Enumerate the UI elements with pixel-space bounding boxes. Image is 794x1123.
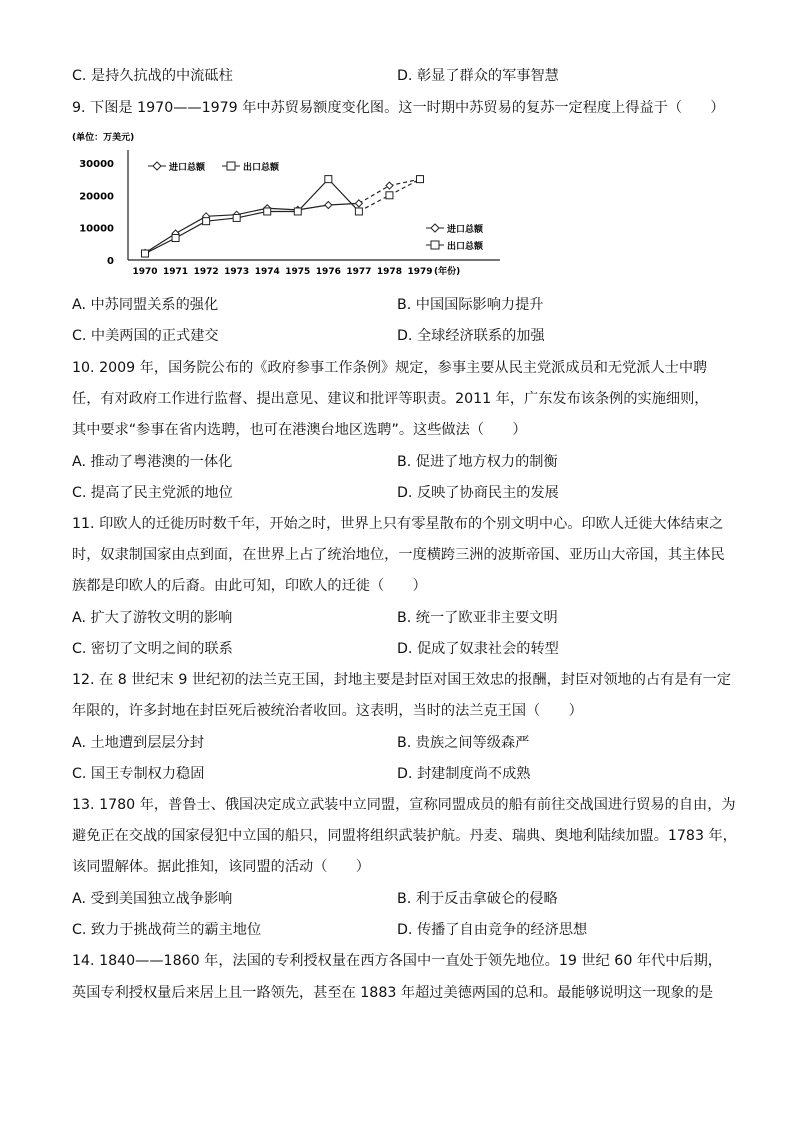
q12-option-d: D. 封建制度尚不成熟 — [397, 766, 531, 782]
legend-top-import: 进口总额 — [169, 163, 206, 173]
chart-unit-label: (单位：万美元) — [72, 133, 135, 143]
q13-line-3: 该同盟解体。据此推知，该同盟的活动（ ） — [72, 859, 370, 875]
q12-line-2: 年限的，许多封地在封臣死后被统治者收回。这表明，当时的法兰克王国（ ） — [72, 703, 583, 719]
export-point — [355, 208, 362, 215]
x-tick-label: 1974 — [254, 267, 280, 277]
legend-right — [426, 223, 484, 252]
y-tick-label: 30000 — [79, 158, 114, 170]
x-axis-ticks — [132, 265, 460, 277]
export-point — [172, 235, 179, 242]
q8-option-c: C. 是持久抗战的中流砥柱 — [72, 68, 233, 84]
export-point — [325, 176, 332, 183]
q12-line-1: 12. 在 8 世纪末 9 世纪初的法兰克王国，封地主要是封臣对国王效忠的报酬，封臣对领地的占有是有一定 — [72, 672, 732, 688]
q8-option-d: D. 彰显了群众的军事智慧 — [397, 68, 559, 84]
y-tick-label: 10000 — [79, 223, 114, 235]
y-tick-label: 20000 — [79, 191, 114, 203]
q10-option-d: D. 反映了协商民主的发展 — [397, 485, 559, 501]
x-tick-label: 1973 — [224, 267, 250, 277]
export-point — [386, 192, 393, 199]
x-tick-label: 1971 — [163, 267, 189, 277]
q13-option-d: D. 传播了自由竞争的经济思想 — [397, 922, 588, 938]
x-tick-label: 1976 — [315, 267, 341, 277]
series-1-segment — [298, 179, 329, 211]
legend-right-square — [431, 241, 439, 249]
q13-line-1: 13. 1780 年，普鲁士、俄国决定成立武装中立同盟，宣称同盟成员的船有前往交战国进行贸易的自由，为 — [72, 797, 736, 813]
q9-option-c: C. 中美两国的正式建交 — [72, 328, 219, 344]
series-1-segment — [389, 179, 420, 195]
legend-right-import: 进口总额 — [447, 225, 484, 235]
legend-top-square — [227, 162, 235, 170]
export-point — [203, 218, 210, 225]
series-0-segment — [145, 233, 176, 252]
q9-option-a: A. 中苏同盟关系的强化 — [72, 297, 219, 313]
series-1-segment — [328, 179, 359, 211]
q11-option-a: A. 扩大了游牧文明的影响 — [72, 610, 233, 626]
series-1-segment — [359, 195, 390, 211]
legend-top — [148, 161, 280, 173]
x-tick-label: 1977 — [346, 267, 372, 277]
series-0-segment — [176, 216, 207, 233]
series-1-segment — [206, 218, 237, 221]
x-tick-label: 1979 — [407, 267, 433, 277]
export-point — [264, 208, 271, 215]
import-point — [355, 200, 362, 207]
series-0-segment — [206, 215, 237, 217]
q11-option-c: C. 密切了文明之间的联系 — [72, 641, 233, 657]
series-0-segment — [237, 208, 268, 214]
q13-option-a: A. 受到美国独立战争影响 — [72, 891, 233, 907]
export-point — [417, 176, 424, 183]
q11-option-b: B. 统一了欧亚非主要文明 — [397, 610, 558, 626]
q14-line-1: 14. 1840——1860 年，法国的专利授权量在西方各国中一直处于领先地位。19 世纪 60 年代中后期， — [72, 953, 722, 969]
q13-line-2: 避免正在交战的国家侵犯中立国的船只，同盟将组织武装护航。丹麦、瑞典、奥地利陆续加盟。1783 年， — [72, 828, 737, 844]
q10-option-b: B. 促进了地方权力的制衡 — [397, 454, 558, 470]
q11-line-3: 族都是印欧人的后裔。由此可知，印欧人的迁徙（ ） — [72, 578, 427, 594]
x-tick-label: 1970 — [132, 267, 158, 277]
q11-line-2: 时，奴隶制国家由点到面，在世界上占了统治地位，一度横跨三洲的波斯帝国、亚历山大帝国，其主体民 — [72, 547, 725, 563]
export-point — [294, 208, 301, 215]
y-axis-ticks — [79, 159, 114, 267]
q12-option-c: C. 国王专制权力稳固 — [72, 766, 205, 782]
x-tick-label: 1975 — [285, 267, 311, 277]
q11-line-1: 11. 印欧人的迁徙历时数千年，开始之时，世界上只有零星散布的个别文明中心。印欧人迁徙大体结束之 — [72, 516, 724, 532]
legend-right-diamond — [431, 224, 439, 232]
export-point — [142, 250, 149, 257]
legend-top-export: 出口总额 — [243, 163, 280, 173]
q10-line-1: 10. 2009 年，国务院公布的《政府参事工作条例》规定，参事主要从民主党派成员和无党派人士中聘 — [72, 360, 708, 376]
series-1-segment — [176, 221, 207, 238]
series-0-segment — [328, 203, 359, 205]
import-point — [386, 182, 393, 189]
q13-option-b: B. 利于反击拿破仑的侵略 — [397, 891, 558, 907]
series-1-segment — [237, 211, 268, 217]
q9-option-d: D. 全球经济联系的加强 — [397, 328, 545, 344]
q10-option-c: C. 提高了民主党派的地位 — [72, 485, 233, 501]
series-0-segment — [359, 186, 390, 204]
q10-line-3: 其中要求“参事在省内选聘，也可在港澳台地区选聘”。这些做法（ ） — [72, 422, 527, 438]
series-0-segment — [267, 208, 298, 210]
q9-option-b: B. 中国国际影响力提升 — [397, 297, 544, 313]
q12-option-b: B. 贵族之间等级森严 — [397, 735, 530, 751]
q9-stem: 9. 下图是 1970——1979 年中苏贸易额度变化图。这一时期中苏贸易的复苏一定程度上得益于（ ） — [72, 100, 725, 116]
q12-option-a: A. 土地遭到层层分封 — [72, 735, 204, 751]
legend-right-export: 出口总额 — [447, 242, 484, 252]
series-0-segment — [389, 179, 420, 185]
x-tick-label: 1978 — [376, 267, 402, 277]
x-tick-label: 1972 — [193, 267, 219, 277]
q14-line-2: 英国专利授权量后来居上且一路领先，甚至在 1883 年超过美德两国的总和。最能够说明这一现象的是 — [72, 985, 714, 1001]
legend-top-diamond — [153, 162, 161, 170]
series-layer — [142, 176, 424, 257]
q10-option-a: A. 推动了粤港澳的一体化 — [72, 454, 233, 470]
q10-line-2: 任，有对政府工作进行监督、提出意见、建议和批评等职责。2011 年，广东发布该条例的实施细则， — [72, 391, 709, 407]
q11-option-d: D. 促成了奴隶社会的转型 — [397, 641, 559, 657]
import-point — [325, 202, 332, 209]
y-tick-label: 0 — [107, 256, 114, 267]
series-1-segment — [145, 238, 176, 254]
x-axis-suffix: (年份) — [434, 267, 461, 277]
q13-option-c: C. 致力于挑战荷兰的霸主地位 — [72, 922, 262, 938]
trade-line-chart — [70, 130, 510, 280]
export-point — [233, 214, 240, 221]
